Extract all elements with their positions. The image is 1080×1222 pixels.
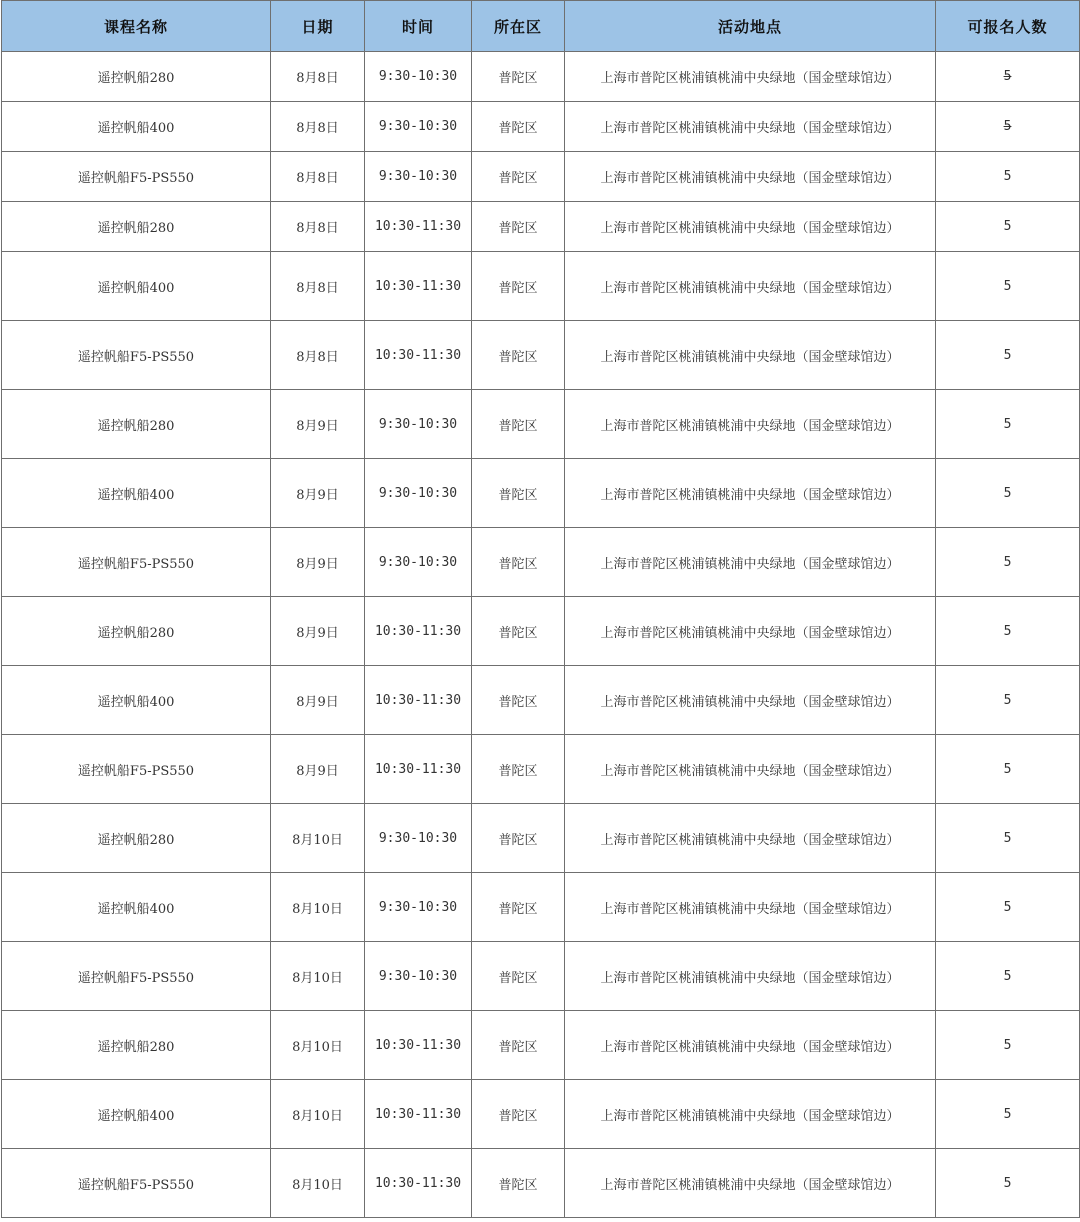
course-name-cell: 遥控帆船280 bbox=[2, 804, 271, 873]
course-name-cell: 遥控帆船280 bbox=[2, 52, 271, 102]
table-row bbox=[2, 804, 1080, 873]
capacity-value: 5 bbox=[1003, 1037, 1012, 1053]
time-cell: 9:30-10:30 bbox=[365, 873, 472, 942]
district-cell: 普陀区 bbox=[472, 102, 565, 152]
capacity-cell bbox=[936, 102, 1080, 152]
date-cell: 8月8日 bbox=[271, 52, 365, 102]
date-cell: 8月10日 bbox=[271, 873, 365, 942]
course-name-cell: 遥控帆船F5-PS550 bbox=[2, 528, 271, 597]
location-cell: 上海市普陀区桃浦镇桃浦中央绿地（国金壁球馆边） bbox=[565, 1011, 936, 1080]
date-cell: 8月8日 bbox=[271, 102, 365, 152]
time-cell: 10:30-11:30 bbox=[365, 1011, 472, 1080]
header-time: 时间 bbox=[365, 1, 472, 52]
capacity-value: 5 bbox=[1003, 69, 1012, 84]
location-cell: 上海市普陀区桃浦镇桃浦中央绿地（国金壁球馆边） bbox=[565, 735, 936, 804]
capacity-value: 5 bbox=[1003, 1106, 1012, 1122]
location-cell: 上海市普陀区桃浦镇桃浦中央绿地（国金壁球馆边） bbox=[565, 152, 936, 202]
capacity-cell bbox=[936, 942, 1080, 1011]
location-cell: 上海市普陀区桃浦镇桃浦中央绿地（国金壁球馆边） bbox=[565, 459, 936, 528]
time-cell: 10:30-11:30 bbox=[365, 597, 472, 666]
header-capacity: 可报名人数 bbox=[936, 1, 1080, 52]
table-row bbox=[2, 321, 1080, 390]
time-cell: 9:30-10:30 bbox=[365, 102, 472, 152]
date-cell: 8月9日 bbox=[271, 597, 365, 666]
table-body bbox=[2, 52, 1080, 1218]
district-cell: 普陀区 bbox=[472, 528, 565, 597]
location-cell: 上海市普陀区桃浦镇桃浦中央绿地（国金壁球馆边） bbox=[565, 597, 936, 666]
district-cell: 普陀区 bbox=[472, 459, 565, 528]
capacity-cell bbox=[936, 1149, 1080, 1218]
time-cell: 10:30-11:30 bbox=[365, 666, 472, 735]
location-cell: 上海市普陀区桃浦镇桃浦中央绿地（国金壁球馆边） bbox=[565, 942, 936, 1011]
time-cell: 9:30-10:30 bbox=[365, 52, 472, 102]
capacity-value: 5 bbox=[1003, 692, 1012, 708]
district-cell: 普陀区 bbox=[472, 321, 565, 390]
capacity-value: 5 bbox=[1003, 1175, 1012, 1191]
capacity-value: 5 bbox=[1003, 485, 1012, 501]
table-row bbox=[2, 202, 1080, 252]
table-row bbox=[2, 1011, 1080, 1080]
district-cell: 普陀区 bbox=[472, 804, 565, 873]
table-row bbox=[2, 873, 1080, 942]
date-cell: 8月10日 bbox=[271, 1011, 365, 1080]
table-row bbox=[2, 1080, 1080, 1149]
capacity-cell bbox=[936, 1011, 1080, 1080]
capacity-cell bbox=[936, 666, 1080, 735]
capacity-value: 5 bbox=[1003, 761, 1012, 777]
capacity-value: 5 bbox=[1003, 899, 1012, 915]
time-cell: 10:30-11:30 bbox=[365, 321, 472, 390]
time-cell: 9:30-10:30 bbox=[365, 390, 472, 459]
location-cell: 上海市普陀区桃浦镇桃浦中央绿地（国金壁球馆边） bbox=[565, 528, 936, 597]
course-name-cell: 遥控帆船400 bbox=[2, 459, 271, 528]
header-district: 所在区 bbox=[472, 1, 565, 52]
date-cell: 8月10日 bbox=[271, 1080, 365, 1149]
table-row bbox=[2, 252, 1080, 321]
header-row bbox=[2, 1, 1080, 52]
table-row bbox=[2, 942, 1080, 1011]
capacity-value: 5 bbox=[1003, 347, 1012, 363]
time-cell: 10:30-11:30 bbox=[365, 1080, 472, 1149]
course-name-cell: 遥控帆船F5-PS550 bbox=[2, 152, 271, 202]
capacity-cell bbox=[936, 735, 1080, 804]
time-cell: 9:30-10:30 bbox=[365, 528, 472, 597]
capacity-value: 5 bbox=[1003, 119, 1012, 134]
table-row bbox=[2, 102, 1080, 152]
district-cell: 普陀区 bbox=[472, 597, 565, 666]
course-name-cell: 遥控帆船400 bbox=[2, 873, 271, 942]
date-cell: 8月9日 bbox=[271, 390, 365, 459]
capacity-value: 5 bbox=[1003, 968, 1012, 984]
district-cell: 普陀区 bbox=[472, 1149, 565, 1218]
capacity-value: 5 bbox=[1003, 278, 1012, 294]
capacity-cell bbox=[936, 528, 1080, 597]
date-cell: 8月8日 bbox=[271, 152, 365, 202]
course-name-cell: 遥控帆船280 bbox=[2, 390, 271, 459]
date-cell: 8月9日 bbox=[271, 528, 365, 597]
capacity-cell bbox=[936, 390, 1080, 459]
date-cell: 8月10日 bbox=[271, 1149, 365, 1218]
course-name-cell: 遥控帆船280 bbox=[2, 597, 271, 666]
time-cell: 10:30-11:30 bbox=[365, 252, 472, 321]
capacity-value: 5 bbox=[1003, 623, 1012, 639]
location-cell: 上海市普陀区桃浦镇桃浦中央绿地（国金壁球馆边） bbox=[565, 804, 936, 873]
capacity-cell bbox=[936, 202, 1080, 252]
capacity-value: 5 bbox=[1003, 219, 1012, 234]
course-name-cell: 遥控帆船400 bbox=[2, 252, 271, 321]
time-cell: 10:30-11:30 bbox=[365, 202, 472, 252]
date-cell: 8月9日 bbox=[271, 666, 365, 735]
capacity-cell bbox=[936, 52, 1080, 102]
location-cell: 上海市普陀区桃浦镇桃浦中央绿地（国金壁球馆边） bbox=[565, 252, 936, 321]
district-cell: 普陀区 bbox=[472, 666, 565, 735]
course-name-cell: 遥控帆船400 bbox=[2, 666, 271, 735]
table-row bbox=[2, 528, 1080, 597]
capacity-cell bbox=[936, 321, 1080, 390]
capacity-value: 5 bbox=[1003, 554, 1012, 570]
table-row bbox=[2, 1149, 1080, 1218]
location-cell: 上海市普陀区桃浦镇桃浦中央绿地（国金壁球馆边） bbox=[565, 1080, 936, 1149]
table-row bbox=[2, 666, 1080, 735]
date-cell: 8月8日 bbox=[271, 321, 365, 390]
district-cell: 普陀区 bbox=[472, 1080, 565, 1149]
location-cell: 上海市普陀区桃浦镇桃浦中央绿地（国金壁球馆边） bbox=[565, 390, 936, 459]
capacity-cell bbox=[936, 152, 1080, 202]
district-cell: 普陀区 bbox=[472, 152, 565, 202]
capacity-cell bbox=[936, 873, 1080, 942]
time-cell: 10:30-11:30 bbox=[365, 735, 472, 804]
time-cell: 9:30-10:30 bbox=[365, 804, 472, 873]
time-cell: 9:30-10:30 bbox=[365, 942, 472, 1011]
date-cell: 8月8日 bbox=[271, 202, 365, 252]
time-cell: 10:30-11:30 bbox=[365, 1149, 472, 1218]
district-cell: 普陀区 bbox=[472, 1011, 565, 1080]
course-name-cell: 遥控帆船400 bbox=[2, 102, 271, 152]
course-name-cell: 遥控帆船F5-PS550 bbox=[2, 321, 271, 390]
location-cell: 上海市普陀区桃浦镇桃浦中央绿地（国金壁球馆边） bbox=[565, 202, 936, 252]
table-row bbox=[2, 390, 1080, 459]
district-cell: 普陀区 bbox=[472, 202, 565, 252]
table-row bbox=[2, 735, 1080, 804]
date-cell: 8月10日 bbox=[271, 942, 365, 1011]
capacity-value: 5 bbox=[1003, 169, 1012, 184]
location-cell: 上海市普陀区桃浦镇桃浦中央绿地（国金壁球馆边） bbox=[565, 1149, 936, 1218]
course-name-cell: 遥控帆船F5-PS550 bbox=[2, 1149, 271, 1218]
district-cell: 普陀区 bbox=[472, 390, 565, 459]
time-cell: 9:30-10:30 bbox=[365, 152, 472, 202]
header-date: 日期 bbox=[271, 1, 365, 52]
table-row bbox=[2, 52, 1080, 102]
date-cell: 8月9日 bbox=[271, 735, 365, 804]
course-name-cell: 遥控帆船F5-PS550 bbox=[2, 735, 271, 804]
district-cell: 普陀区 bbox=[472, 942, 565, 1011]
header-location: 活动地点 bbox=[565, 1, 936, 52]
table-row bbox=[2, 459, 1080, 528]
date-cell: 8月9日 bbox=[271, 459, 365, 528]
district-cell: 普陀区 bbox=[472, 52, 565, 102]
course-name-cell: 遥控帆船F5-PS550 bbox=[2, 942, 271, 1011]
district-cell: 普陀区 bbox=[472, 873, 565, 942]
capacity-cell bbox=[936, 1080, 1080, 1149]
capacity-cell bbox=[936, 252, 1080, 321]
capacity-value: 5 bbox=[1003, 416, 1012, 432]
table-row bbox=[2, 152, 1080, 202]
location-cell: 上海市普陀区桃浦镇桃浦中央绿地（国金壁球馆边） bbox=[565, 52, 936, 102]
header-course-name: 课程名称 bbox=[2, 1, 271, 52]
course-name-cell: 遥控帆船280 bbox=[2, 202, 271, 252]
location-cell: 上海市普陀区桃浦镇桃浦中央绿地（国金壁球馆边） bbox=[565, 321, 936, 390]
course-schedule-table bbox=[1, 0, 1080, 1218]
course-name-cell: 遥控帆船280 bbox=[2, 1011, 271, 1080]
capacity-value: 5 bbox=[1003, 830, 1012, 846]
table-row bbox=[2, 597, 1080, 666]
location-cell: 上海市普陀区桃浦镇桃浦中央绿地（国金壁球馆边） bbox=[565, 102, 936, 152]
location-cell: 上海市普陀区桃浦镇桃浦中央绿地（国金壁球馆边） bbox=[565, 873, 936, 942]
date-cell: 8月8日 bbox=[271, 252, 365, 321]
location-cell: 上海市普陀区桃浦镇桃浦中央绿地（国金壁球馆边） bbox=[565, 666, 936, 735]
time-cell: 9:30-10:30 bbox=[365, 459, 472, 528]
date-cell: 8月10日 bbox=[271, 804, 365, 873]
district-cell: 普陀区 bbox=[472, 252, 565, 321]
course-name-cell: 遥控帆船400 bbox=[2, 1080, 271, 1149]
capacity-cell bbox=[936, 459, 1080, 528]
capacity-cell bbox=[936, 804, 1080, 873]
district-cell: 普陀区 bbox=[472, 735, 565, 804]
capacity-cell bbox=[936, 597, 1080, 666]
